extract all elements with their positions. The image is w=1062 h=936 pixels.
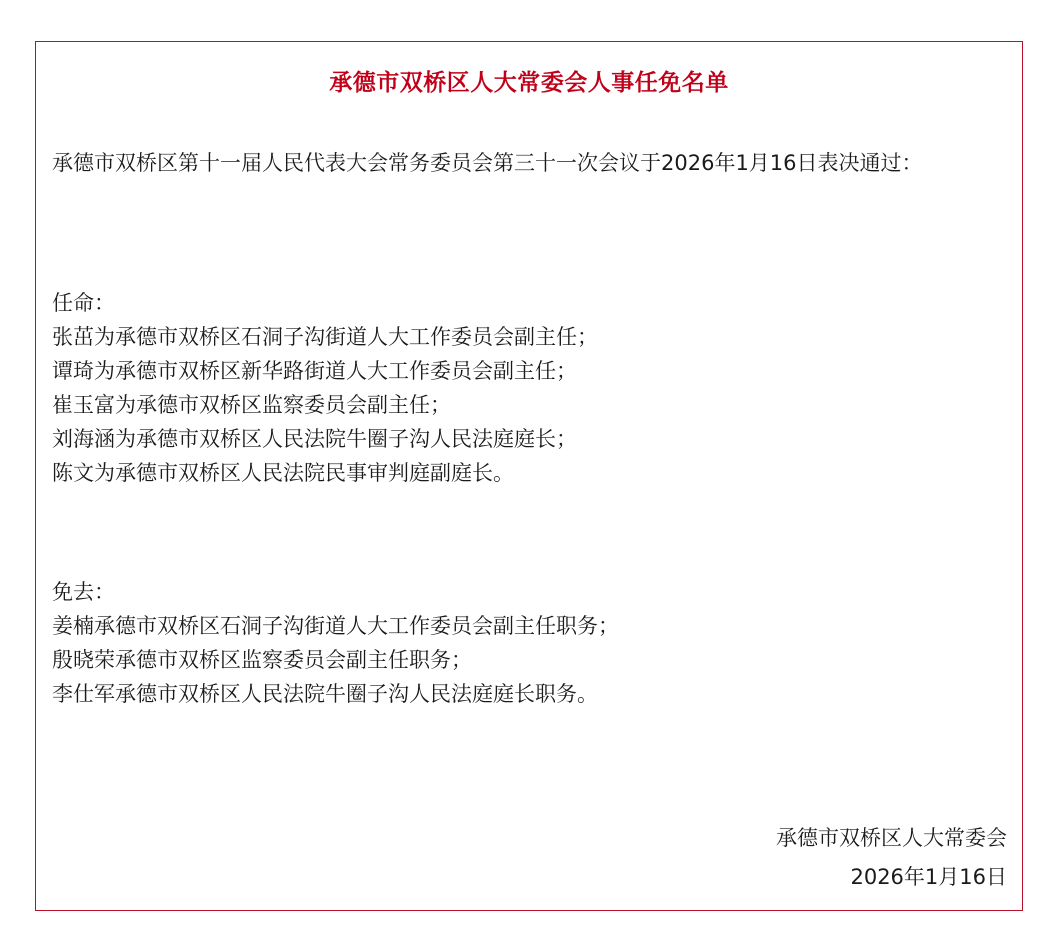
appoint-item: 张茁为承德市双桥区石洞子沟街道人大工作委员会副主任； [52,325,598,349]
page-title: 承德市双桥区人大常委会人事任免名单 [329,70,729,96]
remove-item: 殷晓荣承德市双桥区监察委员会副主任职务； [52,648,472,672]
signature-date: 2026年1月16日 [850,865,1007,889]
remove-item: 李仕军承德市双桥区人民法院牛圈子沟人民法庭庭长职务。 [52,682,598,706]
intro-text: 承德市双桥区第十一届人民代表大会常务委员会第三十一次会议于2026年1月16日表决通过： [52,151,923,175]
appoint-section [52,286,1010,490]
appoint-heading: 任命： [52,291,115,315]
appoint-item: 陈文为承德市双桥区人民法院民事审判庭副庭长。 [52,461,514,485]
remove-section [52,575,1010,711]
signature-block [776,819,1007,897]
intro-paragraph [52,146,1010,180]
appoint-item: 崔玉富为承德市双桥区监察委员会副主任； [52,393,451,417]
appoint-item: 刘海涵为承德市双桥区人民法院牛圈子沟人民法庭庭长； [52,427,577,451]
remove-heading: 免去： [52,580,115,604]
document-frame [35,41,1023,911]
remove-item: 姜楠承德市双桥区石洞子沟街道人大工作委员会副主任职务； [52,614,619,638]
signature-org: 承德市双桥区人大常委会 [776,826,1007,850]
appoint-item: 谭琦为承德市双桥区新华路街道人大工作委员会副主任； [52,359,577,383]
